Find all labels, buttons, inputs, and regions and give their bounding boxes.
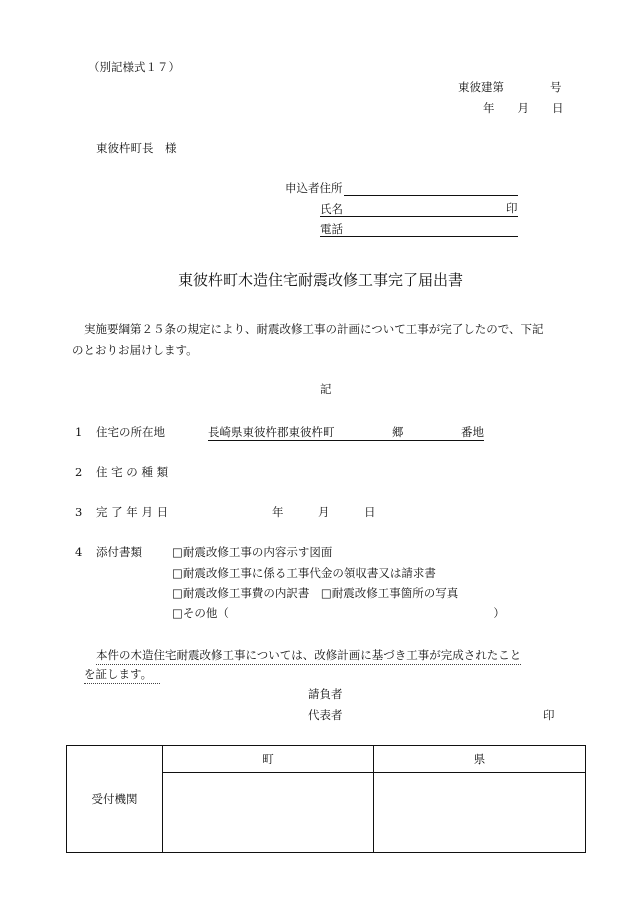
certify-text-line-1: 本件の木造住宅耐震改修工事については、改修計画に基づき工事が完成されたこと — [96, 650, 521, 665]
contractor-rep-label: 代表者 — [308, 708, 343, 722]
document-date: 年 月 日 — [483, 101, 564, 115]
reception-table — [66, 745, 586, 853]
reception-agency-label: 受付機関 — [67, 746, 163, 853]
applicant-name-field — [320, 201, 518, 217]
item-4-label: 添付書類 — [96, 545, 142, 559]
document-number: 東彼建第 号 — [458, 80, 562, 94]
attachment-checkbox-item[interactable]: □耐震改修工事に係る工事代金の領収書又は請求書 — [172, 566, 436, 580]
applicant-phone-field — [320, 224, 518, 237]
item-3-label: 完 了 年 月 日 — [96, 505, 169, 519]
applicant-seal: 印 — [506, 201, 518, 215]
applicant-phone-label: 電話 — [320, 222, 343, 236]
attachment-checkbox-item[interactable]: □耐震改修工事の内容示す図面 — [172, 545, 333, 559]
item-1-label: 住宅の所在地 — [96, 425, 165, 439]
body-text-line-1: 実施要綱第２５条の規定により、耐震改修工事の計画について工事が完了したので、下記 — [84, 322, 544, 336]
form-number: （別記様式１７） — [88, 60, 180, 74]
reception-prefecture-header: 県 — [374, 746, 586, 773]
item-2-number: 2 — [75, 465, 83, 479]
contractor-label: 請負者 — [308, 687, 343, 701]
reception-prefecture-cell[interactable] — [374, 773, 586, 853]
addressee: 東彼杵町長 様 — [96, 141, 177, 155]
reception-town-cell[interactable] — [163, 773, 374, 853]
ki-heading: 記 — [320, 382, 332, 396]
body-text-line-2: のとおりお届けします。 — [72, 343, 198, 357]
reception-town-header: 町 — [163, 746, 374, 773]
contractor-seal: 印 — [543, 708, 555, 722]
attachment-checkbox-item[interactable]: □耐震改修工事費の内訳書 □耐震改修工事箇所の写真 — [172, 586, 459, 600]
item-2-label: 住 宅 の 種 類 — [96, 465, 169, 479]
document-title: 東彼杵町木造住宅耐震改修工事完了届出書 — [178, 271, 464, 289]
applicant-address-field — [344, 183, 518, 196]
item-4-number: 4 — [75, 545, 83, 559]
attachment-checkbox-item[interactable]: □その他（ ） — [172, 606, 505, 620]
applicant-name-label: 氏名 — [320, 202, 343, 216]
item-3-number: 3 — [75, 505, 83, 519]
certify-text-line-2: を証します。 — [84, 669, 160, 684]
applicant-address-label: 申込者住所 — [285, 181, 343, 195]
item-1-number: 1 — [75, 425, 83, 439]
item-1-value: 長崎県東彼杵郡東彼杵町 郷 番地 — [208, 425, 484, 439]
item-3-value: 年 月 日 — [272, 505, 376, 519]
